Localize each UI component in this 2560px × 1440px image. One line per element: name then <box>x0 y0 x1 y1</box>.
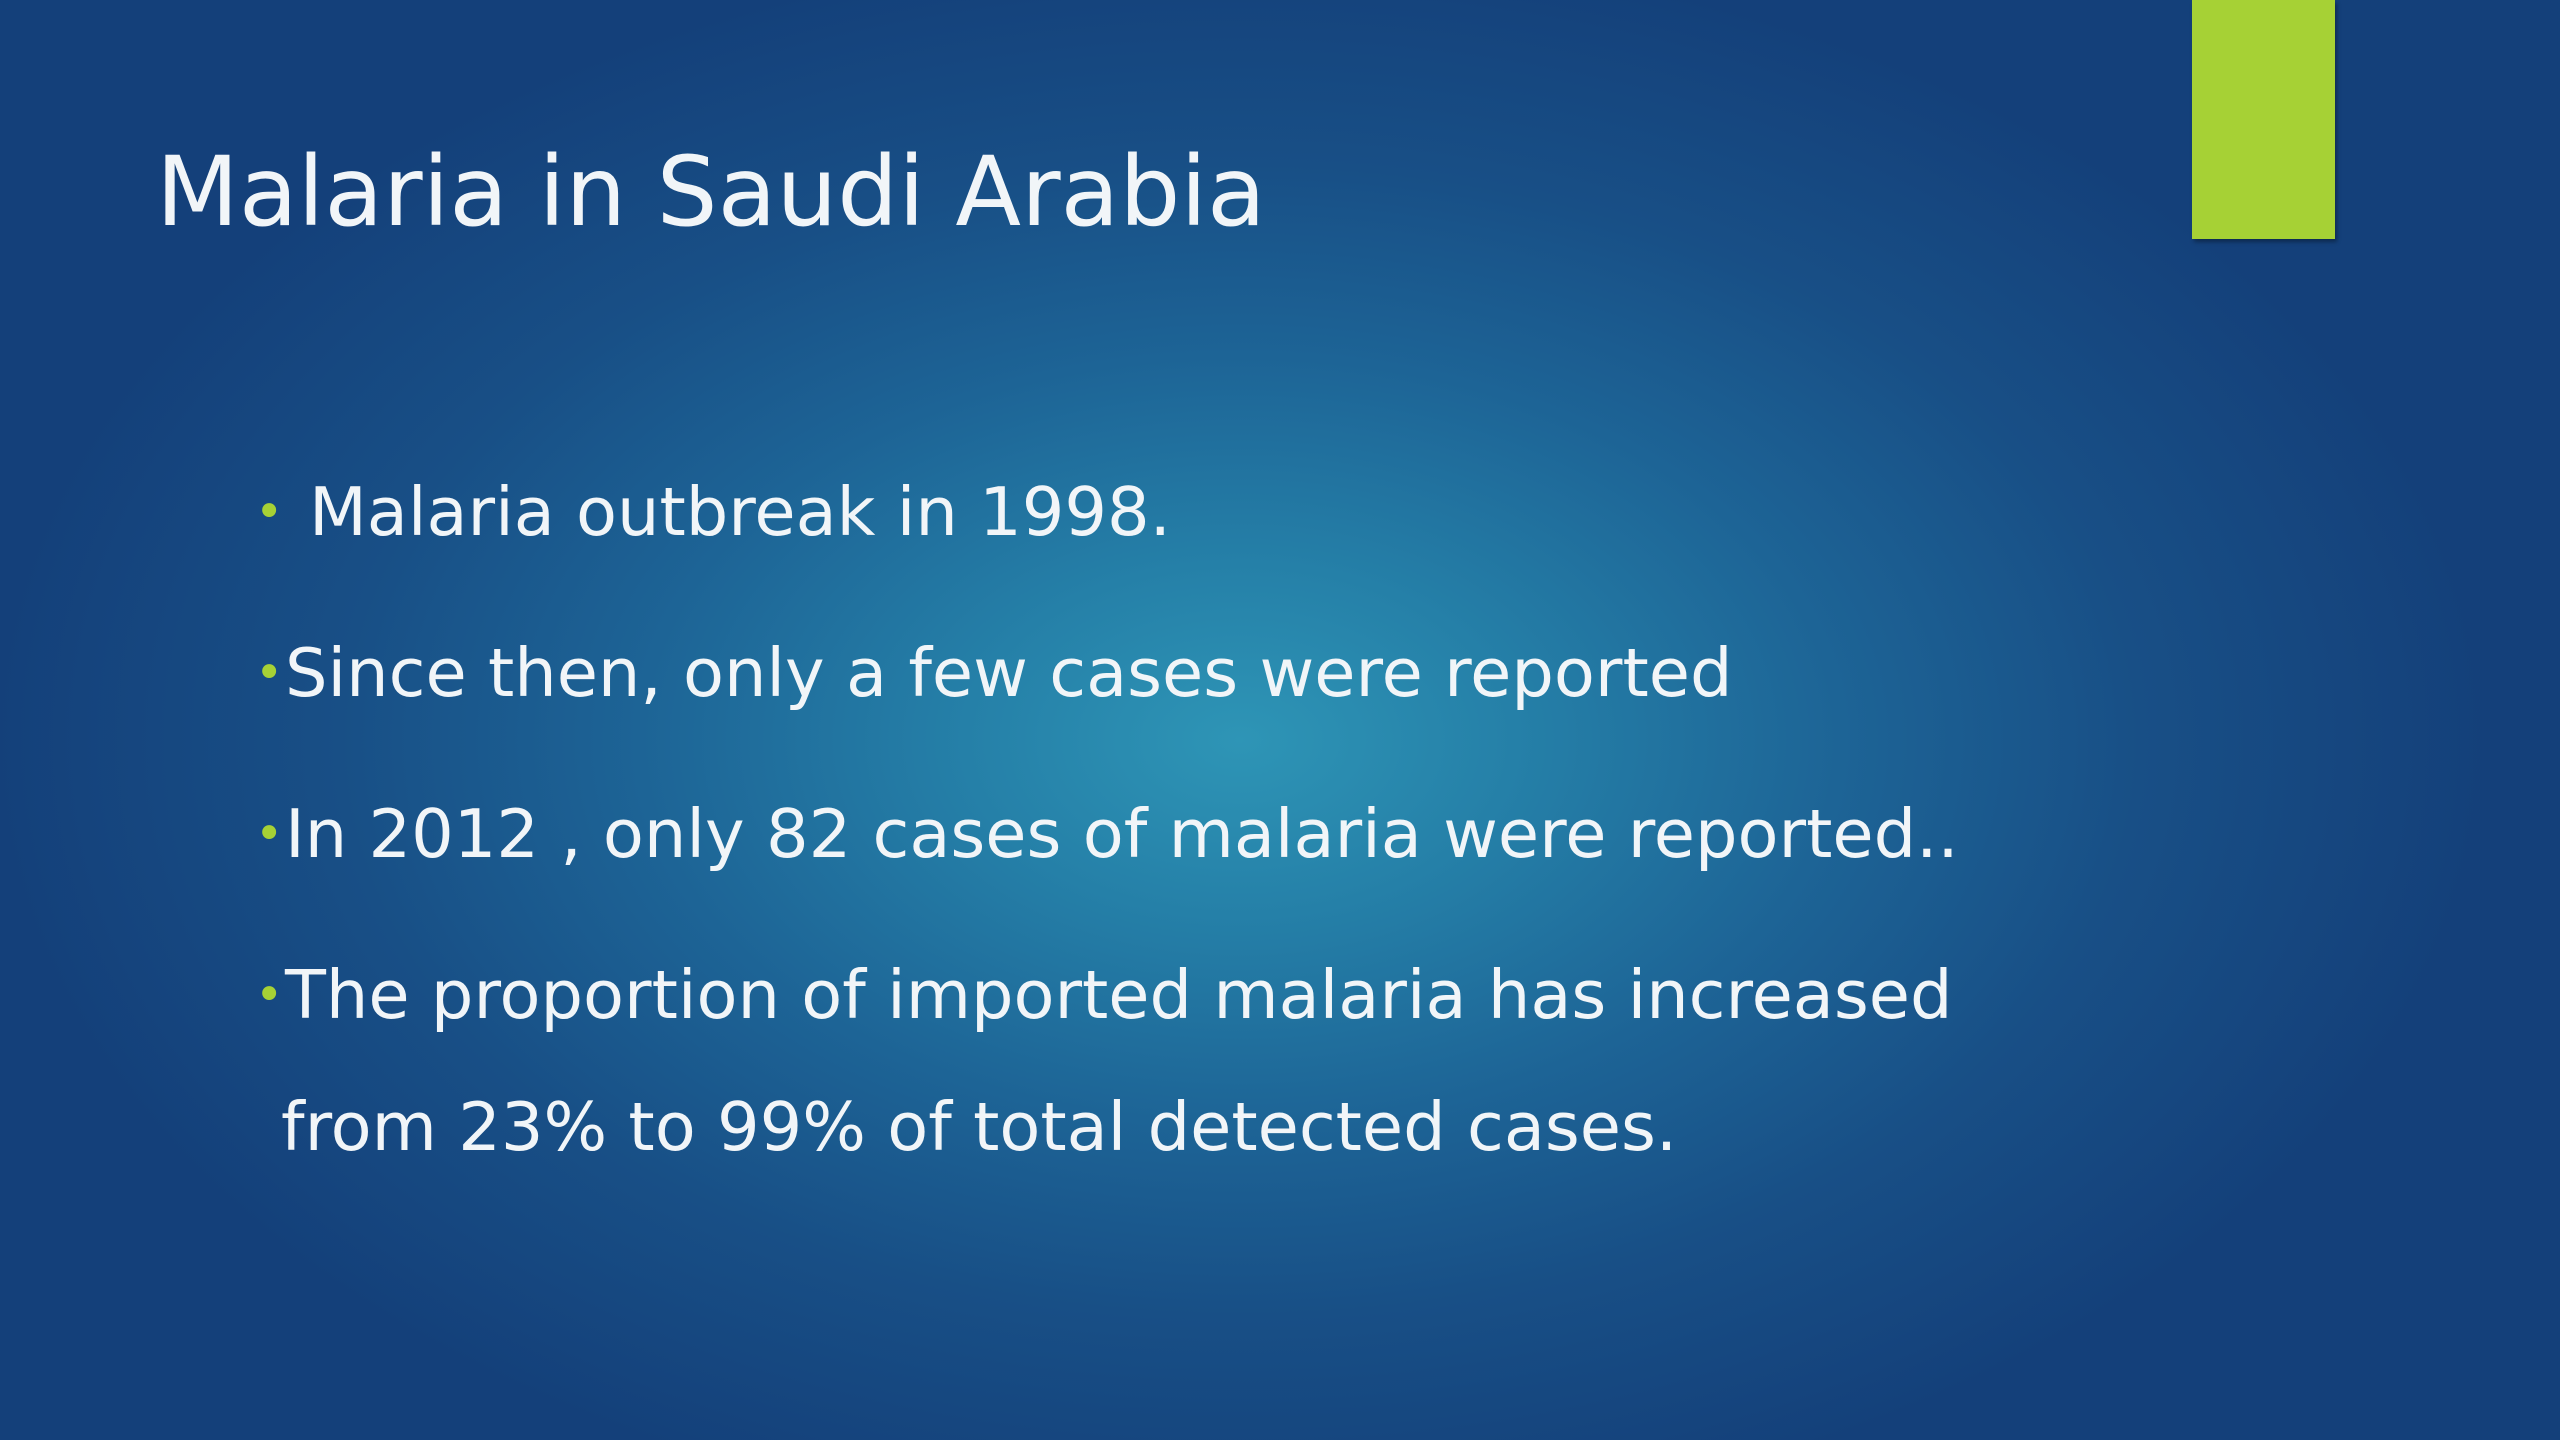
slide-title: Malaria in Saudi Arabia <box>156 136 1266 248</box>
bullet-item <box>255 784 2255 884</box>
bullet-dot-icon: • <box>255 484 284 540</box>
bullet-list <box>255 462 2255 1255</box>
bullet-dot-icon: • <box>255 967 284 1023</box>
bullet-item <box>255 929 2255 1194</box>
bullet-dot-icon: • <box>255 645 284 701</box>
bullet-text: In 2012 , only 82 cases of malaria were reported.. <box>285 795 1959 873</box>
bullet-dot-icon: • <box>255 806 284 862</box>
bullet-item <box>255 623 2255 723</box>
accent-bar <box>2192 0 2335 239</box>
bullet-text-continuation: from 23% to 99% of total detected cases. <box>281 1088 1678 1166</box>
bullet-text: The proportion of imported malaria has increased <box>285 956 1953 1034</box>
bullet-text: Malaria outbreak in 1998. <box>309 473 1171 551</box>
bullet-item <box>255 462 2255 562</box>
bullet-text: Since then, only a few cases were reported <box>285 634 1733 712</box>
